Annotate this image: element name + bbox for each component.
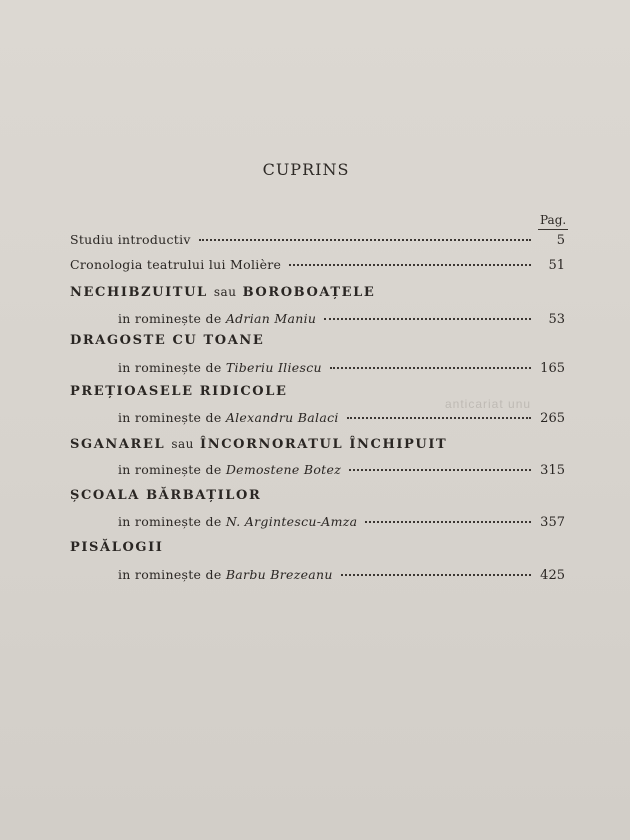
toc-page-number: 51 (548, 258, 565, 273)
toc-title-sau: sau (213, 285, 237, 299)
toc-entry-sganarel-translator (118, 462, 565, 482)
translator-name: Alexandru Balaci (225, 410, 339, 425)
toc-title-alt: ÎNCORNORATUL ÎNCHIPUIT (200, 437, 448, 452)
translator-prefix: in rominește de (118, 514, 222, 529)
translator-name: Barbu Brezeanu (225, 567, 333, 582)
watermark-text: anticariat unu (445, 397, 532, 411)
toc-entry-pretioasele-translator (118, 410, 565, 430)
page-title: CUPRINS (262, 160, 350, 179)
toc-entry-dragoste-translator (118, 360, 565, 380)
dot-leader (330, 366, 531, 369)
translator-prefix: in rominește de (118, 410, 222, 425)
toc-page-number: 315 (540, 463, 565, 478)
dot-leader (324, 317, 531, 320)
toc-entry-nechibzuitul-title (70, 285, 565, 305)
toc-title-alt: BOROBOAȚELE (242, 285, 376, 300)
toc-page-number: 265 (540, 411, 565, 426)
toc-page-number: 357 (540, 515, 565, 530)
translator-prefix: in rominește de (118, 360, 222, 375)
translator-name: N. Argintescu-Amza (225, 514, 358, 529)
dot-leader (365, 520, 531, 523)
dot-leader (349, 468, 531, 471)
translator-prefix: in rominește de (118, 462, 222, 477)
toc-entry-cronologia (70, 257, 565, 277)
toc-title: PREȚIOASELE RIDICOLE (70, 384, 288, 399)
dot-leader (199, 238, 531, 241)
translator-prefix: in rominește de (118, 567, 222, 582)
translator-prefix: in rominește de (118, 311, 222, 326)
translator-line (118, 514, 357, 529)
toc-page-number: 53 (548, 312, 565, 327)
translator-name: Demostene Botez (225, 462, 342, 477)
toc-page-number: 165 (540, 361, 565, 376)
toc-title (70, 437, 447, 452)
toc-entry-nechibzuitul-translator (118, 311, 565, 331)
toc-title: DRAGOSTE CU TOANE (70, 333, 265, 348)
dot-leader (289, 263, 531, 266)
toc-title: Studiu introductiv (70, 232, 191, 247)
translator-name: Tiberiu Iliescu (225, 360, 322, 375)
toc-entry-scoala-translator (118, 514, 565, 534)
translator-line (118, 311, 316, 326)
watermark (445, 397, 565, 411)
toc-page-number: 5 (556, 233, 565, 248)
toc-title-main: NECHIBZUITUL (70, 285, 208, 300)
toc-title-main: SGANAREL (70, 437, 166, 452)
toc-entry-sganarel-title (70, 437, 565, 457)
translator-line (118, 567, 333, 582)
toc-title: PISĂLOGII (70, 540, 164, 555)
translator-line (118, 360, 322, 375)
dot-leader (347, 416, 531, 419)
toc-title (70, 285, 375, 300)
toc-entry-pisalogii-title (70, 540, 565, 560)
page-column-rule (538, 229, 568, 230)
toc-entry-pisalogii-translator (118, 567, 565, 587)
translator-line (118, 462, 341, 477)
translator-line (118, 410, 339, 425)
toc-entry-dragoste-title (70, 333, 565, 353)
toc-entry-scoala-title (70, 488, 565, 508)
toc-entry-studiu (70, 232, 565, 252)
toc-page-number: 425 (540, 568, 565, 583)
translator-name: Adrian Maniu (225, 311, 317, 326)
page-column-label: Pag. (540, 213, 567, 227)
dot-leader (341, 573, 531, 576)
toc-title: Cronologia teatrului lui Molière (70, 257, 282, 272)
toc-title-sau: sau (171, 437, 194, 451)
toc-title: ȘCOALA BĂRBAȚILOR (70, 488, 262, 503)
